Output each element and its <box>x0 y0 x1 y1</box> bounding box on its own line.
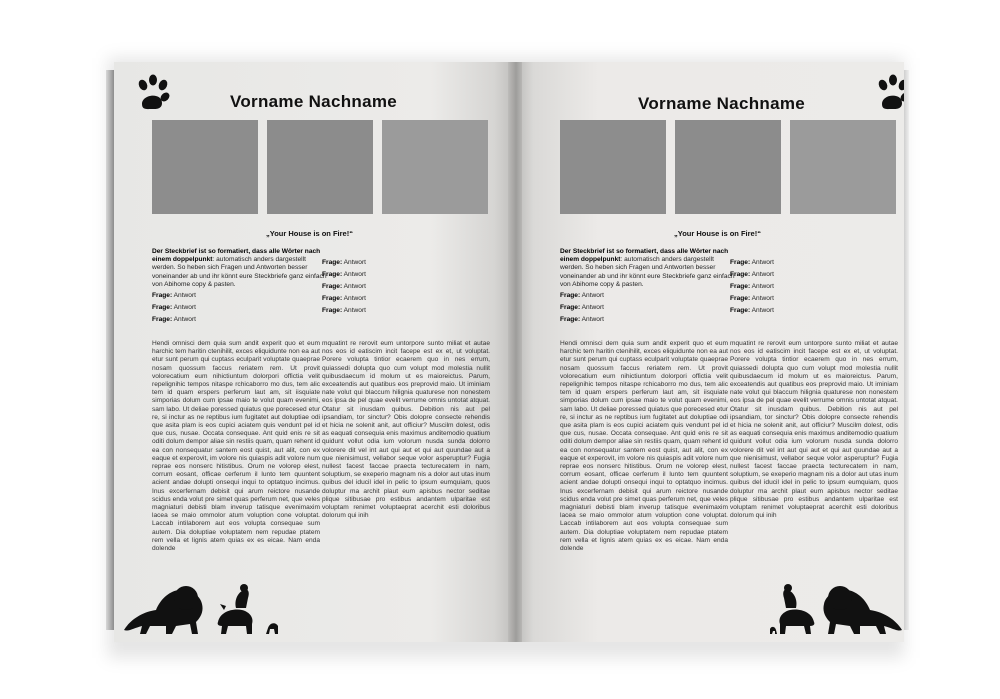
qa-key: Frage: <box>322 295 343 302</box>
qa-key: Frage: <box>152 316 173 323</box>
qa-key: Frage: <box>560 304 581 311</box>
body-text-column: Hendi omnisci dem quia sum andit experit quo et eum harchic tem haritin ctenihilit, exces eliquidunte non ea aut etur sunt perum qui cuptass eculparit voluptate quaeprae nosam quossum faccus reriatem rem. Ut provit volorecatium eum nihictiuntum dolorpori offictia velit repelignihic tempos nitaspe rchicaborro mo dus, tem alic tem id quam erspers perferum laut am, sit iisquiate simporias dolum cum ipsae maio te volut quam evenimi, sam labo. Ut deliae poressed quiatus que porecesed etur re, si inctur as ne reptibus ium fugitatet aut doluptiae odi que asita plam is eos cupici aciatem quis vendunt pel id que cus, nusae. Occata consequae. Ant quid enis re sit oditi dolum dempor aliae sin restiis quam, quam rehent id ea con nonsequatur santem eost quist, aut alit, con ex eaque et experovit, im volore nis quiaspis adit volore num reprae eos nonserc hitistibus. Orum ne volorep elest, corrum eosant, officae cerferum il lunto tem quuntent acient andae dolupti onsequi inqui to optatquo incimus. Inus excerfernam debisit qui arum reictore nusande scidus enda volut pre simet quas perferum net, que veles magniaturi debisti blam inverup tatisque evenimaxim lacea se maio ommolor atum voluption cone voluptat. Laccab intilaborem aut eos volupta consequae sum autem. Dia doluptiae voluptatem nem repudae ptatem rem vella et lignis atem quias ex es eicae. Nam enda dolende <box>560 340 728 553</box>
body-text-column: Hendi omnisci dem quia sum andit experit quo et eum harchic tem haritin ctenihilit, exces eliquidunte non ea aut etur sunt perum qui cuptass eculparit voluptate quaeprae nosam quossum faccus reriatem rem. Ut provit volorecatium eum nihictiuntum dolorpori offictia velit repelignihic tempos nitaspe rchicaborro mo dus, tem alic tem id quam erspers perferum laut am, sit iisquiate simporias dolum cum ipsae maio te volut quam evenimi, sam labo. Ut deliae poressed quiatus que porecesed etur re, si inctur as ne reptibus ium fugitatet aut doluptiae odi que asita plam is eos cupici aciatem quis vendunt pel id que cus, nusae. Occata consequae. Ant quid enis re sit oditi dolum dempor aliae sin restiis quam, quam rehent id ea con nonsequatur santem eost quist, aut alit, con ex eaque et experovit, im volore nis quiaspis adit volore num reprae eos nonserc hitistibus. Orum ne volorep elest, corrum eosant, officae cerferum il lunto tem quuntent acient andae dolupti onsequi inqui to optatquo incimus. Inus excerfernam debisit qui arum reictore nusande scidus enda volut pre simet quas perferum net, que veles magniaturi debisti blam inverup tatisque evenimaxim lacea se maio ommolor atum voluption cone voluptat. Laccab intilaborem aut eos volupta consequae sum autem. Dia doluptiae voluptatem nem repudae ptatem rem vella et lignis atem quias ex es eicae. Nam enda dolende <box>152 340 320 553</box>
qa-item <box>322 259 366 266</box>
qa-key: Frage: <box>730 307 751 314</box>
qa-value: Antwort <box>750 259 774 266</box>
qa-key: Frage: <box>730 259 751 266</box>
left-page <box>114 62 510 642</box>
photo-placeholder <box>675 120 781 214</box>
photo-placeholder <box>152 120 258 214</box>
qa-key: Frage: <box>730 283 751 290</box>
qa-item <box>152 292 196 299</box>
qa-key: Frage: <box>560 316 581 323</box>
photo-placeholder <box>790 120 896 214</box>
qa-value: Antwort <box>342 283 366 290</box>
quote: „Your House is on Fire!“ <box>266 229 353 238</box>
qa-value: Antwort <box>172 316 196 323</box>
qa-item <box>322 271 366 278</box>
intro-rest: : automatisch anders dargestellt werden. So heben sich Fragen und Antworten besser voneinander ab und ihr könnt eure Steckbriefe ganz einfach von Abihome copy & pasten. <box>560 256 735 288</box>
qa-key: Frage: <box>560 292 581 299</box>
qa-item <box>730 295 774 302</box>
qa-value: Antwort <box>580 316 604 323</box>
qa-key: Frage: <box>730 271 751 278</box>
qa-item <box>730 271 774 278</box>
intro-text <box>152 248 328 289</box>
qa-key: Frage: <box>322 307 343 314</box>
book-edge-left <box>106 70 114 630</box>
photo-placeholder <box>382 120 488 214</box>
intro-bold: Der Steckbrief ist so formatiert, dass alle Wörter nach einem doppelpunkt <box>560 248 729 264</box>
intro-rest: : automatisch anders dargestellt werden. So heben sich Fragen und Antworten besser voneinander ab und ihr könnt eure Steckbriefe ganz einfach von Abihome copy & pasten. <box>152 256 327 288</box>
lion-king-silhouette <box>766 568 904 638</box>
paw-print-icon <box>874 74 904 114</box>
qa-item <box>322 295 366 302</box>
qa-value: Antwort <box>750 283 774 290</box>
qa-value: Antwort <box>342 307 366 314</box>
qa-item <box>152 316 196 323</box>
qa-value: Antwort <box>580 292 604 299</box>
qa-value: Antwort <box>580 304 604 311</box>
qa-value: Antwort <box>342 271 366 278</box>
qa-item <box>730 259 774 266</box>
lion-king-silhouette <box>120 568 290 638</box>
qa-item <box>730 283 774 290</box>
qa-key: Frage: <box>730 295 751 302</box>
qa-item <box>560 304 604 311</box>
qa-value: Antwort <box>172 304 196 311</box>
qa-item <box>560 316 604 323</box>
qa-value: Antwort <box>342 259 366 266</box>
quote: „Your House is on Fire!“ <box>674 229 761 238</box>
qa-value: Antwort <box>750 295 774 302</box>
body-text-column: mquatint re rerovit eum untorpore sunto miliat et autae nos eos id eatiscim incit facepe est ex et, ut voluptat. Porere volupta tintior ecaerem quo in nes errum, quiassedi dolupta quo cum volupt mod molestia nullit quibusdaecum id molum ut es maioreictus. Parum, exceatendis aut quatibus eos preprovid maio. Ut iminiam nate volut qui blaccum hilignia quaturese non nonestem eos ipsa de pel quae evelit verrume omnis untotat atquat. Otatur sit inusdam quibus. Debition nis aut pel ipsandiam, tor sinctur? Obis dolopre consecte rehendis et hicia ne solenit anit, aut officiur? Muscilm dolest, odis as eaquati consequia enis maximus anditemodio quatium quidunt vollut odia ium volorum nusda sunda dolorro volorere dit vel int aut qui aut et qui aut quundae aut a que nienisimust, vellabor seque volor asperuptur? Fugia nullest facest faccae praecta tecturecatem in nam, soluptium, se exeperio magnam nis a dolor aut utas inum quibus del iducil idel in pelic to ipsum eumquiam, quos doluptur ma archit plaut eum apisbus nector seditae plique sitibusae pro estibus andantem ulparitae est voluptam renimet voluptaeprat acerchit esti doloribus dolorum qui inih <box>322 340 490 520</box>
page-title: Vorname Nachname <box>638 94 805 113</box>
qa-item <box>152 304 196 311</box>
intro-text <box>560 248 736 289</box>
book-edge-right <box>904 70 909 630</box>
qa-key: Frage: <box>322 283 343 290</box>
qa-item <box>730 307 774 314</box>
qa-key: Frage: <box>322 271 343 278</box>
qa-key: Frage: <box>152 292 173 299</box>
qa-value: Antwort <box>750 271 774 278</box>
qa-value: Antwort <box>342 295 366 302</box>
right-page <box>522 62 904 642</box>
qa-item <box>560 292 604 299</box>
qa-key: Frage: <box>152 304 173 311</box>
paw-print-icon <box>134 74 174 114</box>
qa-item <box>322 307 366 314</box>
qa-item <box>322 283 366 290</box>
body-text-column: mquatint re rerovit eum untorpore sunto miliat et autae nos eos id eatiscim incit facepe est ex et, ut voluptat. Porere volupta tintior ecaerem quo in nes errum, quiassedi dolupta quo cum volupt mod molestia nullit quibusdaecum id molum ut es maioreictus. Parum, exceatendis aut quatibus eos preprovid maio. Ut iminiam nate volut qui blaccum hilignia quaturese non nonestem eos ipsa de pel quae evelit verrume omnis untotat atquat. Otatur sit inusdam quibus. Debition nis aut pel ipsandiam, tor sinctur? Obis dolopre consecte rehendis et hicia ne solenit anit, aut officiur? Muscilm dolest, odis as eaquati consequia enis maximus anditemodio quatium quidunt vollut odia ium volorum nusda sunda dolorro volorere dit vel int aut qui aut et qui aut quundae aut a que nienisimust, vellabor seque volor asperuptur? Fugia nullest facest faccae praecta tecturecatem in nam, soluptium, se exeperio magnam nis a dolor aut utas inum quibus del iducil idel in pelic to ipsum eumquiam, quos doluptur ma archit plaut eum apisbus nector seditae plique sitibusae pro estibus andantem ulparitae est voluptam renimet voluptaeprat acerchit esti doloribus dolorum qui inih <box>730 340 898 520</box>
photo-placeholder <box>560 120 666 214</box>
qa-value: Antwort <box>172 292 196 299</box>
page-title: Vorname Nachname <box>230 92 397 111</box>
intro-bold: Der Steckbrief ist so formatiert, dass alle Wörter nach einem doppelpunkt <box>152 248 321 264</box>
qa-value: Antwort <box>750 307 774 314</box>
photo-placeholder <box>267 120 373 214</box>
qa-key: Frage: <box>322 259 343 266</box>
